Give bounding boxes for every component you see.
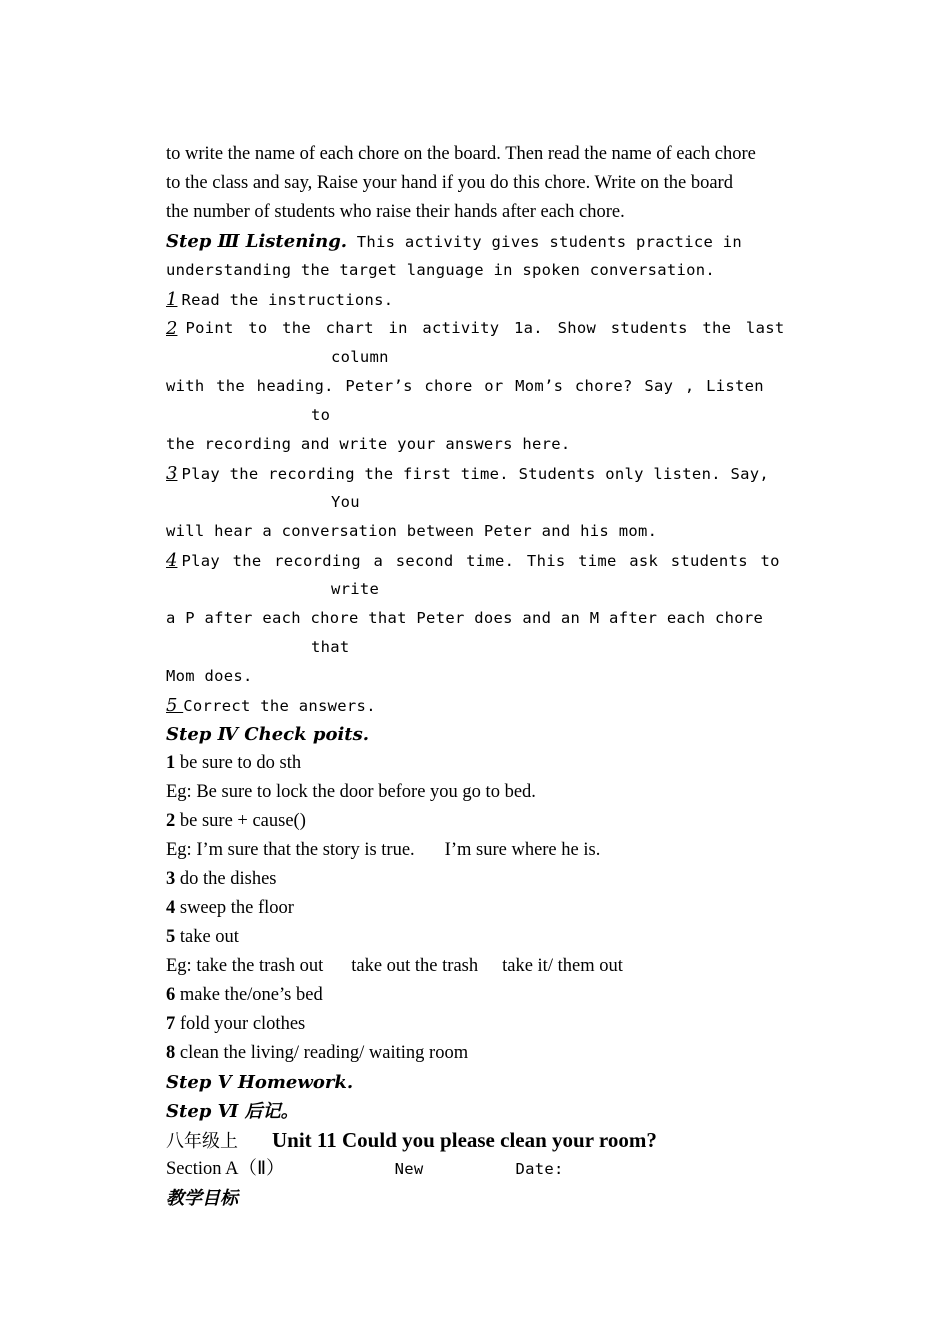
grade-label: 八年级上 [166, 1131, 238, 1152]
item-text: Correct the answers. [183, 697, 376, 715]
example-line: Eg: Be sure to lock the door before you go to bed. [166, 782, 536, 802]
item-text: the recording and write your answers here. [166, 435, 571, 453]
item-text: a P after each chore that Peter does and an M after each chore [166, 609, 764, 627]
item-number: 3 [166, 463, 178, 484]
step4-heading: Step Ⅳ Check poits. [166, 724, 370, 745]
item-text: Play the recording the first time. Students only listen. Say, [181, 465, 769, 483]
item-wrap: to [311, 406, 331, 424]
item-number: 4 [166, 550, 178, 571]
section-line [166, 1155, 786, 1184]
check-point: 5 take out [166, 927, 239, 947]
step3-heading: Step Ⅲ Listening. [166, 231, 348, 252]
unit-title: Unit 11 Could you please clean your room? [272, 1128, 657, 1152]
unit-title-line [166, 1126, 786, 1155]
step3-note-line: understanding the target language in spoken conversation. [166, 261, 716, 279]
document-page [166, 140, 786, 1213]
item-text: Mom does. [166, 667, 253, 685]
step3-note: This activity gives students practice in [347, 233, 742, 251]
item-wrap: that [311, 638, 350, 656]
item-3 [166, 459, 786, 488]
item-text: with the heading. Peter’s chore or Mom’s chore? Say , Listen [166, 377, 764, 395]
objective-heading: 教学目标 [166, 1188, 238, 1209]
item-5 [166, 691, 786, 720]
check-point: 7 fold your clothes [166, 1014, 306, 1034]
item-number: 2 [166, 318, 178, 339]
section-date: Date: [515, 1160, 564, 1178]
item-4 [166, 546, 786, 575]
item-wrap: You [331, 493, 360, 511]
check-point: 3 do the dishes [166, 869, 277, 889]
step5-heading: Step Ⅴ Homework. [166, 1072, 354, 1093]
item-wrap: write [331, 580, 380, 598]
paragraph-line: to write the name of each chore on the board. Then read the name of each chore [166, 144, 756, 164]
item-number: 5 [166, 695, 184, 716]
section-new: New [394, 1160, 424, 1178]
item-text: Point to the chart in activity 1a. Show students the last [185, 319, 785, 337]
item-text: will hear a conversation between Peter and his mom. [166, 522, 658, 540]
example-line: Eg: take the trash out take out the trash take it/ them out [166, 956, 623, 976]
check-point: 2 be sure + cause() [166, 811, 306, 831]
item-text: Play the recording a second time. This time ask students to [181, 552, 780, 570]
item-wrap: column [331, 348, 389, 366]
paragraph-line: to the class and say, Raise your hand if you do this chore. Write on the board [166, 173, 733, 193]
step3-heading-line [166, 227, 786, 256]
example-line: Eg: I’m sure that the story is true. I’m sure where he is. [166, 840, 601, 860]
item-1 [166, 285, 786, 314]
item-number: 1 [166, 289, 178, 310]
check-point: 4 sweep the floor [166, 898, 294, 918]
check-point: 1 be sure to do sth [166, 753, 302, 773]
section-label: Section A（Ⅱ） [166, 1159, 285, 1179]
item-2 [166, 314, 786, 343]
paragraph-line: the number of students who raise their hands after each chore. [166, 202, 625, 222]
step6-heading: Step Ⅵ 后记。 [166, 1101, 299, 1122]
check-point: 6 make the/one’s bed [166, 985, 323, 1005]
check-point: 8 clean the living/ reading/ waiting room [166, 1043, 469, 1063]
item-text: Read the instructions. [181, 291, 394, 309]
